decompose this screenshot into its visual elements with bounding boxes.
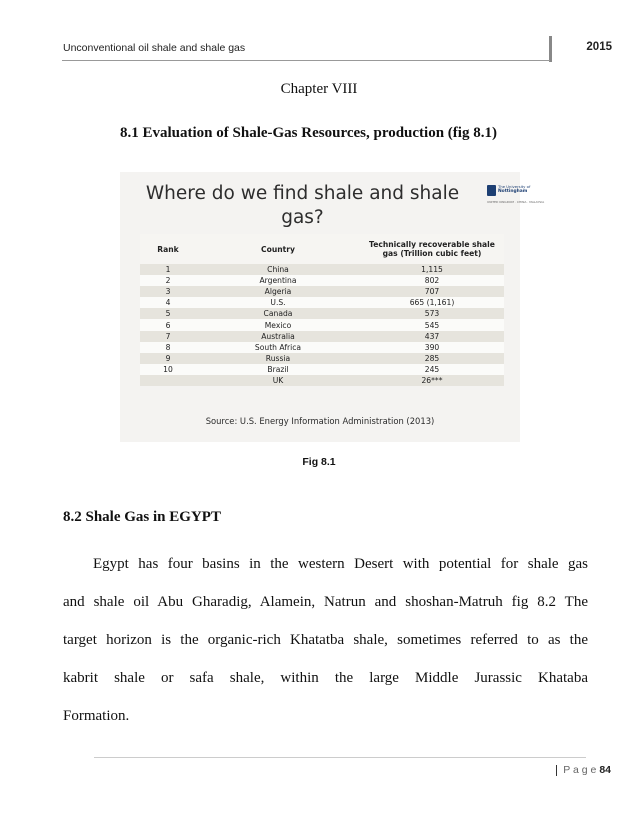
logo-text: The University of Nottingham: [498, 184, 531, 194]
table-row: 2 Argentina 802: [140, 275, 504, 286]
logo-subtext: UNITED KINGDOM · CHINA · MALAYSIA: [487, 200, 545, 204]
paragraph-line: Formation.: [63, 708, 130, 724]
figure-caption: Fig 8.1: [302, 456, 336, 468]
paragraph-line: target horizon is the organic-rich Khatatba shale, sometimes referred to as the: [63, 632, 588, 648]
paragraph-line: Egypt has four basins in the western Desert with potential for shale gas: [93, 556, 588, 572]
table-row: 5 Canada 573: [140, 308, 504, 319]
table-row: 8 South Africa 390: [140, 342, 504, 353]
figure-source: Source: U.S. Energy Information Administration (2013): [205, 416, 435, 426]
figure-title: Where do we find shale and shale gas?: [145, 183, 460, 228]
page-header-year: 2015: [586, 41, 612, 53]
figure-8-1: [120, 172, 545, 442]
table-row: 9 Russia 285: [140, 353, 504, 364]
table-row: 10 Brazil 245: [140, 364, 504, 375]
column-header-gas: Technically recoverable shale gas (Trillion cubic feet): [360, 234, 504, 264]
university-logo: [487, 184, 545, 215]
footer-divider: [94, 757, 586, 758]
paragraph-line: kabrit shale or safa shale, within the large Middle Jurassic Khataba: [63, 670, 588, 686]
header-divider: [62, 60, 550, 61]
shale-gas-table: [140, 234, 504, 386]
section-heading-8-2: 8.2 Shale Gas in EGYPT: [63, 509, 221, 525]
logo-mark-icon: [487, 185, 496, 196]
table-row: UK 26***: [140, 375, 504, 386]
table-row: 3 Algeria 707: [140, 286, 504, 297]
column-header-rank: Rank: [140, 234, 196, 264]
table-row: 4 U.S. 665 (1,161): [140, 297, 504, 308]
chapter-title: Chapter VIII: [280, 81, 358, 97]
page-number: 84: [599, 764, 611, 776]
table-row: 6 Mexico 545: [140, 319, 504, 330]
footer-bar: [556, 765, 558, 776]
table-row: 1 China 1,115: [140, 264, 504, 275]
page-footer: [556, 764, 611, 776]
page-label: P a g e: [563, 764, 597, 776]
header-vertical-bar: [549, 36, 552, 62]
section-heading-8-1: 8.1 Evaluation of Shale-Gas Resources, production (fig 8.1): [120, 125, 497, 141]
body-paragraph: [63, 555, 588, 745]
table-row: 7 Australia 437: [140, 331, 504, 342]
page-header-title: Unconventional oil shale and shale gas: [63, 42, 246, 54]
column-header-country: Country: [196, 234, 360, 264]
paragraph-line: and shale oil Abu Gharadig, Alamein, Natrun and shoshan-Matruh fig 8.2 The: [63, 594, 588, 610]
